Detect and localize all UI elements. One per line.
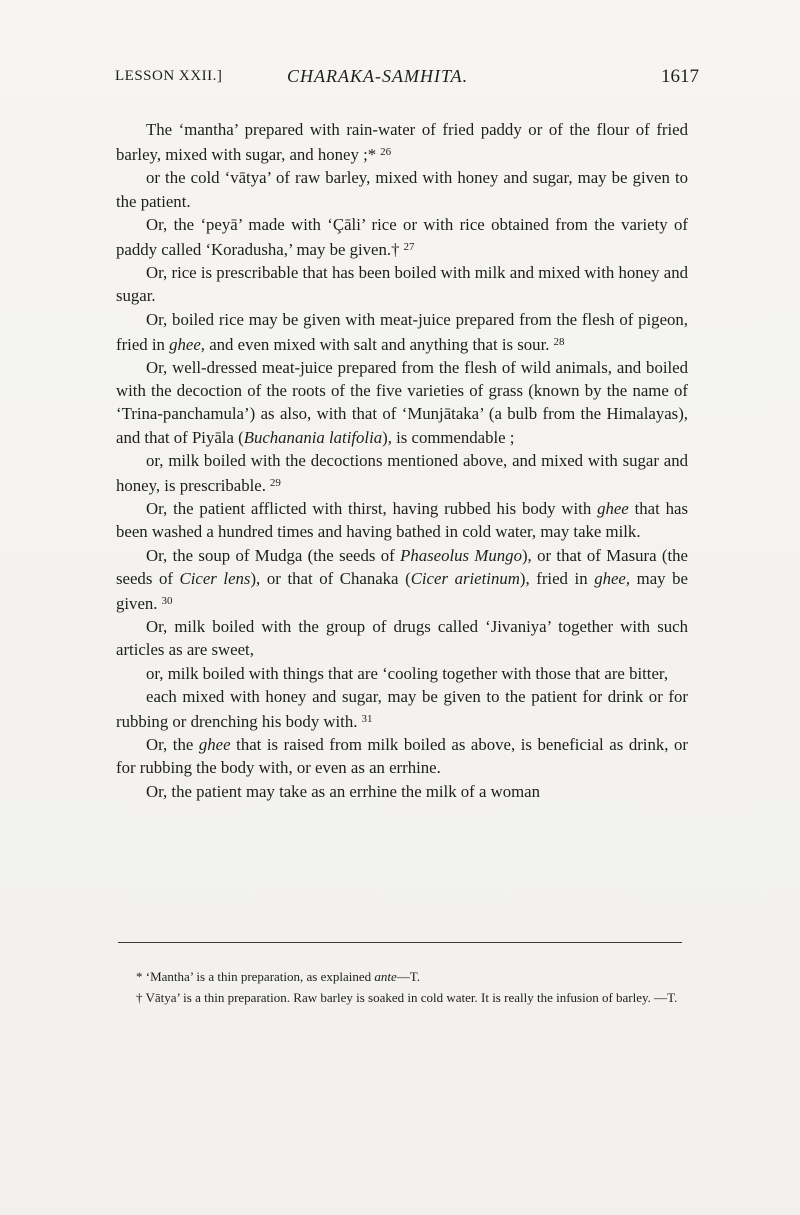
paragraph-2: or the cold ‘vātya’ of raw barley, mixed with honey and sugar, may be given to the patient. (116, 168, 688, 211)
paragraph-1: The ‘mantha’ prepared with rain-water of fried paddy or of the flour of fried barley, mixed with sugar, and honey ;* $^{26}$ (116, 120, 688, 165)
paragraph-8: Or, the patient afflicted with thirst, having rubbed his body with ghee that has been washed a hundred times and having bathed in cold water, may take milk. (116, 499, 688, 542)
verse-number: 31 (361, 713, 373, 726)
footnote-marker: † (136, 990, 143, 1005)
footnote-marker: † (391, 240, 400, 260)
paragraph-9: Or, the soup of Mudga (the seeds of Phaseolus Mungo), or that of Masura (the seeds of Cicer lens), or that of Chanaka (Cicer arietinum), fried in ghee, may be given. $^{30}$ (116, 545, 689, 614)
footnotes (118, 966, 686, 1008)
page-number: 1617 (661, 66, 699, 87)
verse-number: 28 (553, 335, 565, 348)
paragraph-10: Or, milk boiled with the group of drugs called ‘Jivaniya’ together with such articles as are sweet, (116, 617, 688, 660)
paragraph-5: Or, boiled rice may be given with meat-juice prepared from the flesh of pigeon, fried in ghee, and even mixed with salt and anything that is sour. $^{28}$ (116, 309, 688, 354)
footnote-1: * ‘Mantha’ is a thin preparation, as explained ante—T. (136, 969, 420, 984)
footnote-marker: * (367, 145, 377, 165)
footnote-2: † Vātya’ is a thin preparation. Raw barley is soaked in cold water. It is really the infusion of barley. —T. (136, 990, 678, 1005)
footnote-marker: * (136, 969, 143, 984)
main-text (116, 118, 688, 803)
paragraph-3: Or, the ‘peyā’ made with ‘Çāli’ rice or with rice obtained from the variety of paddy called ‘Koradusha,’ may be given.† $^{27}$ (116, 214, 688, 260)
paragraph-6: Or, well-dressed meat-juice prepared from the flesh of wild animals, and boiled with the decoction of the roots of the five varieties of grass (known by the name of ‘Trina-panchamula’) as also, with that of ‘Munjātaka’ (a bulb from the Himalayas), and that of Piyāla (Buchanania latifolia), is commendable ; (116, 358, 688, 447)
paragraph-11: or, milk boiled with things that are ‘cooling together with those that are bitter, (146, 663, 669, 683)
running-header (115, 66, 699, 92)
verse-number: 27 (403, 241, 415, 254)
paragraph-12: each mixed with honey and sugar, may be given to the patient for drink or for rubbing or drenching his body with. $^{31}$ (116, 686, 688, 732)
paragraph-4: Or, rice is prescribable that has been boiled with milk and mixed with honey and sugar. (116, 263, 688, 306)
verse-number: 26 (380, 146, 392, 159)
verse-number: 29 (269, 477, 281, 490)
book-title: CHARAKA-SAMHITA. (287, 66, 469, 86)
paragraph-14: Or, the patient may take as an errhine the milk of a woman (146, 781, 541, 801)
paragraph-13: Or, the ghee that is raised from milk boiled as above, is beneficial as drink, or for rubbing the body with, or even as an errhine. (116, 735, 688, 778)
verse-number: 30 (161, 595, 173, 608)
footnote-divider (118, 942, 682, 943)
lesson-label: LESSON XXII.] (115, 68, 223, 84)
paragraph-7: or, milk boiled with the decoctions mentioned above, and mixed with sugar and honey, is prescribable. $^{29}$ (116, 450, 688, 496)
